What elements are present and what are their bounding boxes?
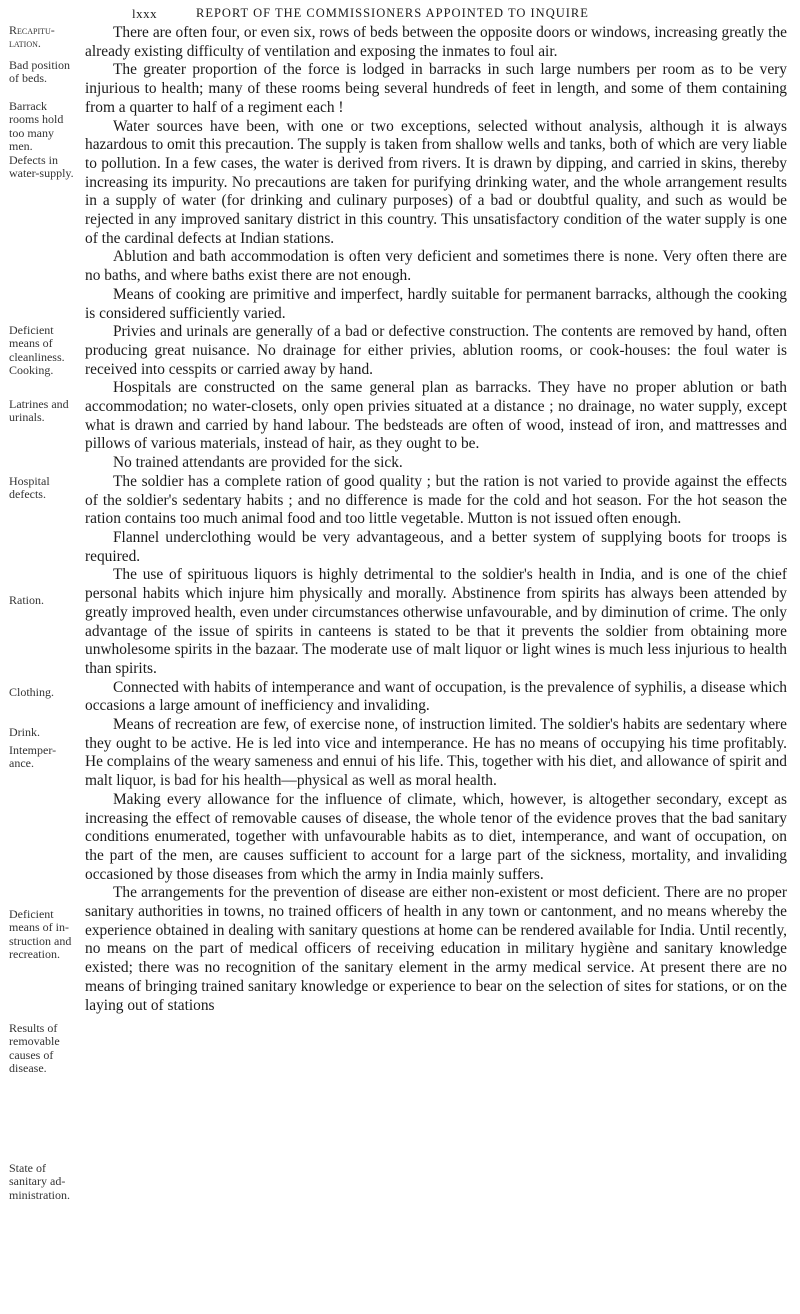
paragraph-syphilis: Connected with habits of intemperance and want of occupation, is the prevalence of syphilis, a disease which occasions a large amount of inefficiency and invaliding. (85, 678, 787, 715)
sidenote-bad-position-of-beds: Bad position of beds. (9, 58, 71, 86)
sidenote-results: Results of removable causes of disease. (9, 1021, 60, 1076)
paragraph-ablution: Ablution and bath accommodation is often very deficient and sometimes there is none. Very often there are no baths, and where baths exist there are not enough. (85, 248, 787, 285)
paragraph-barrack-rooms: The greater proportion of the force is lodged in barracks in such large numbers per room as to be very injurious to health; many of these rooms being several hundreds of feet in length, and some of them containing from a quarter to half of a regiment each ! (85, 61, 787, 116)
sidenote-recreation: Deficient means of in-struction and recreation. (9, 907, 72, 962)
paragraph-recreation: Means of recreation are few, of exercise none, of instruction limited. The soldier's habits are sedentary where they ought to be active. He is led into vice and intemperance. He has no means of occupying his time profitably. He complains of the weary sameness and ennui of his life. This, together with his diet, and allowance of spirit and malt liquor, is bad for his health—physical as well as moral health. (85, 716, 787, 790)
body-text (85, 24, 787, 1015)
paragraph-results: Making every allowance for the influence of climate, which, however, is altogether secondary, except as increasing the effect of removable causes of disease, the whole tenor of the evidence proves that the bad sanitary conditions enumerated, together with unfavourable habits as to diet, intemperance, and want of occupation, on the part of the men, are causes sufficient to account for a large part of the sickness, mortality, and invaliding occasioned by those diseases from which the army in India mainly suffers. (85, 790, 787, 883)
paragraph-attendants: No trained attendants are provided for the sick. (113, 454, 403, 472)
sidenote-cooking: Cooking. (9, 363, 54, 377)
paragraph-ration: The soldier has a complete ration of good quality ; but the ration is not varied to provide against the effects of the soldier's sedentary habits ; and no difference is made for the cold and hot season. For the hot season the ration contains too much animal food and too little vegetable. Mutton is not issued often enough. (85, 472, 787, 528)
running-head: REPORT OF THE COMMISSIONERS APPOINTED TO INQUIRE (196, 6, 589, 20)
sidenote-water-supply: Defects in water-supply. (9, 153, 74, 181)
page-header (0, 6, 800, 26)
paragraph-sanitary: The arrangements for the prevention of disease are either non-existent or most deficient. There are no proper sanitary authorities in towns, no trained officers of health in any town or cantonment, and no means whereby the experience obtained in dealing with sanitary questions at home can be rendered available for India. Until recently, no means on the part of medical officers of receiving education in military hygiène and sanitary knowledge existed; there was no recognition of the sanitary element in the army medical service. At present there are no means of bringing trained sanitary knowledge or experience to bear on the selection of sites for stations, or on the laying out of stations (85, 884, 787, 1014)
sidenote-cleanliness: Deficient means of cleanliness. (9, 323, 65, 364)
sidenote-drink: Drink. (9, 725, 40, 739)
sidenote-latrines: Latrines and urinals. (9, 397, 69, 425)
sidenote-ration: Ration. (9, 593, 44, 607)
paragraph-bad-position: There are often four, or even six, rows of beds between the opposite doors or windows, increasing greatly the already existing difficulty of ventilation and exposing the inmates to foul air. (85, 24, 787, 60)
sidenote-hospital: Hospital defects. (9, 474, 50, 502)
sidenote-sanitary: State of sanitary ad-ministration. (9, 1161, 70, 1202)
page-number: lxxx (132, 6, 158, 21)
paragraph-drink: The use of spirituous liquors is highly detrimental to the soldier's health in India, and is one of the chief personal habits which injure him physically and morally. Abstinence from spirits has always been attended by greatly improved health, even under circumstances otherwise unfavourable, and by diminution of crime. The only advantage of the issue of spirits in canteens is stated to be that it prevents the soldier from obtaining more unwholesome spirits in the bazaar. The moderate use of malt liquor or light wines is much less injurious to health than spirits. (85, 566, 787, 677)
paragraph-clothing: Flannel underclothing would be very advantageous, and a better system of supplying boots for troops is required. (85, 528, 787, 565)
sidenote-recapitulation: Recapitu-lation. (9, 23, 55, 51)
sidenote-intemperance: Intemper-ance. (9, 743, 57, 771)
paragraph-cooking: Means of cooking are primitive and imperfect, hardly suitable for permanent barracks, although the cooking is considered sufficiently varied. (85, 285, 787, 322)
paragraph-hospitals: Hospitals are constructed on the same general plan as barracks. They have no proper ablution or bath accommodation; no water-closets, only open privies situated at a distance ; no drainage, no water supply, except what is drawn and carried by hand labour. The bedsteads are often of wood, instead of iron, and mattresses and pillows of various materials, instead of hair, as they ought to be. (85, 379, 787, 453)
sidenote-clothing: Clothing. (9, 685, 55, 699)
paragraph-water-supply: Water sources have been, with one or two exceptions, selected without analysis, although it is always hazardous to omit this precaution. The supply is taken from shallow wells and tanks, both of which are very liable to pollution. In a few cases, the water is derived from rivers. It is drawn by dipping, and carried in skins, thereby increasing its impurity. No precautions are taken for purifying drinking water, and the whole arrangement results in a supply of water (for drinking and culinary purposes) of a bad or doubtful quality, and such as would be rejected in any improved sanitary district in this country. This unsatisfactory condition of the water supply is one of the cardinal defects at Indian stations. (85, 117, 787, 247)
sidenote-barrack-rooms: Barrack rooms hold too many men. (9, 99, 64, 154)
paragraph-latrines: Privies and urinals are generally of a bad or defective construction. The contents are removed by hand, often producing great nuisance. No drainage for either privies, ablution rooms, or cook-houses: the foul water is received into cesspits or carried away by hand. (85, 323, 787, 378)
